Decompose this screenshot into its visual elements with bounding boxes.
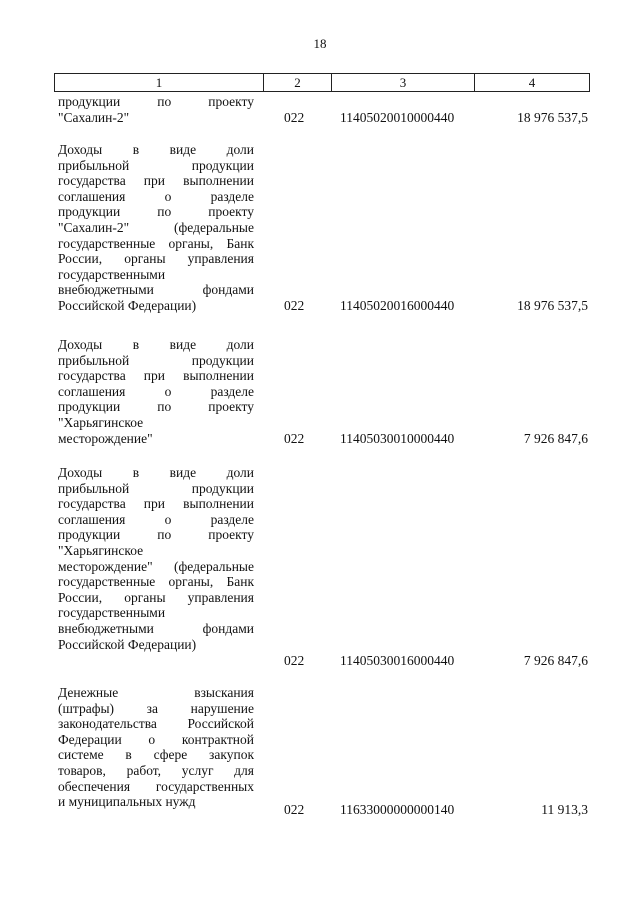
description-line: законодательства Российской — [58, 716, 254, 732]
description-line: прибыльной продукции — [58, 352, 254, 368]
description-line: системе в сфере закупок — [58, 747, 254, 763]
description-line: месторождение" — [58, 430, 153, 446]
description-line: товаров, работ, услуг для — [58, 762, 254, 778]
description-line: Российской Федерации) — [58, 636, 197, 652]
description-line: продукции по проекту — [58, 527, 254, 543]
description-line: государства при выполнении — [58, 368, 254, 384]
description-line: внебюджетными фондами — [58, 282, 254, 298]
description-line: "Харьягинское — [58, 542, 144, 558]
description-line: Доходы в виде доли — [58, 337, 254, 352]
budget-code: 11633000000000140 — [340, 802, 455, 817]
row-description — [58, 142, 254, 314]
admin-code: 022 — [284, 109, 305, 125]
description-line: Доходы в виде доли — [58, 142, 254, 157]
admin-code: 022 — [284, 653, 305, 668]
description-line: продукции по проекту — [58, 204, 254, 220]
description-line: государственными — [58, 605, 166, 621]
amount: 18 976 537,5 — [517, 298, 588, 313]
row-description — [58, 337, 254, 446]
budget-code: 11405020010000440 — [340, 109, 455, 125]
description-line: Российской Федерации) — [58, 297, 197, 313]
row-description — [58, 94, 254, 125]
description-line: внебюджетными фондами — [58, 620, 254, 636]
budget-code: 11405030016000440 — [340, 653, 455, 668]
description-line: России, органы управления — [58, 589, 254, 605]
description-line: месторождение" (федеральные — [58, 558, 254, 574]
description-line: государства при выполнении — [58, 496, 254, 512]
budget-code: 11405020016000440 — [340, 298, 455, 313]
description-line: продукции по проекту — [58, 94, 254, 109]
header-col-1: 1 — [55, 74, 264, 91]
row-description — [58, 465, 254, 652]
description-line: Федерации о контрактной — [58, 731, 254, 747]
header-col-4: 4 — [528, 75, 536, 90]
description-line: обеспечения государственных — [58, 778, 254, 794]
header-col-2: 2 — [264, 74, 332, 91]
description-line: прибыльной продукции — [58, 480, 254, 496]
amount: 7 926 847,6 — [523, 653, 588, 668]
amount: 18 976 537,5 — [517, 109, 588, 125]
description-line: "Сахалин-2" (федеральные — [58, 219, 254, 235]
description-line: Денежные взыскания — [58, 685, 254, 700]
page-number: 18 — [313, 36, 327, 51]
amount: 11 913,3 — [541, 802, 588, 817]
description-line: и муниципальных нужд — [58, 794, 196, 810]
description-line: продукции по проекту — [58, 399, 254, 415]
description-line: государства при выполнении — [58, 173, 254, 189]
description-line: "Харьягинское — [58, 414, 144, 430]
description-line: соглашения о разделе — [58, 511, 254, 527]
admin-code: 022 — [284, 298, 305, 313]
description-line: государственными — [58, 266, 166, 282]
description-line: соглашения о разделе — [58, 188, 254, 204]
description-line: "Сахалин-2" — [58, 109, 130, 125]
amount: 7 926 847,6 — [523, 431, 588, 446]
description-line: соглашения о разделе — [58, 383, 254, 399]
row-description — [58, 685, 254, 810]
description-line: Доходы в виде доли — [58, 465, 254, 480]
header-col-3: 3 — [332, 74, 475, 91]
table-header — [54, 73, 590, 92]
description-line: прибыльной продукции — [58, 157, 254, 173]
description-line: (штрафы) за нарушение — [58, 700, 254, 716]
description-line: России, органы управления — [58, 251, 254, 267]
admin-code: 022 — [284, 802, 305, 817]
description-line: государственные органы, Банк — [58, 574, 254, 590]
description-line: государственные органы, Банк — [58, 235, 254, 251]
admin-code: 022 — [284, 431, 305, 446]
budget-code: 11405030010000440 — [340, 431, 455, 446]
